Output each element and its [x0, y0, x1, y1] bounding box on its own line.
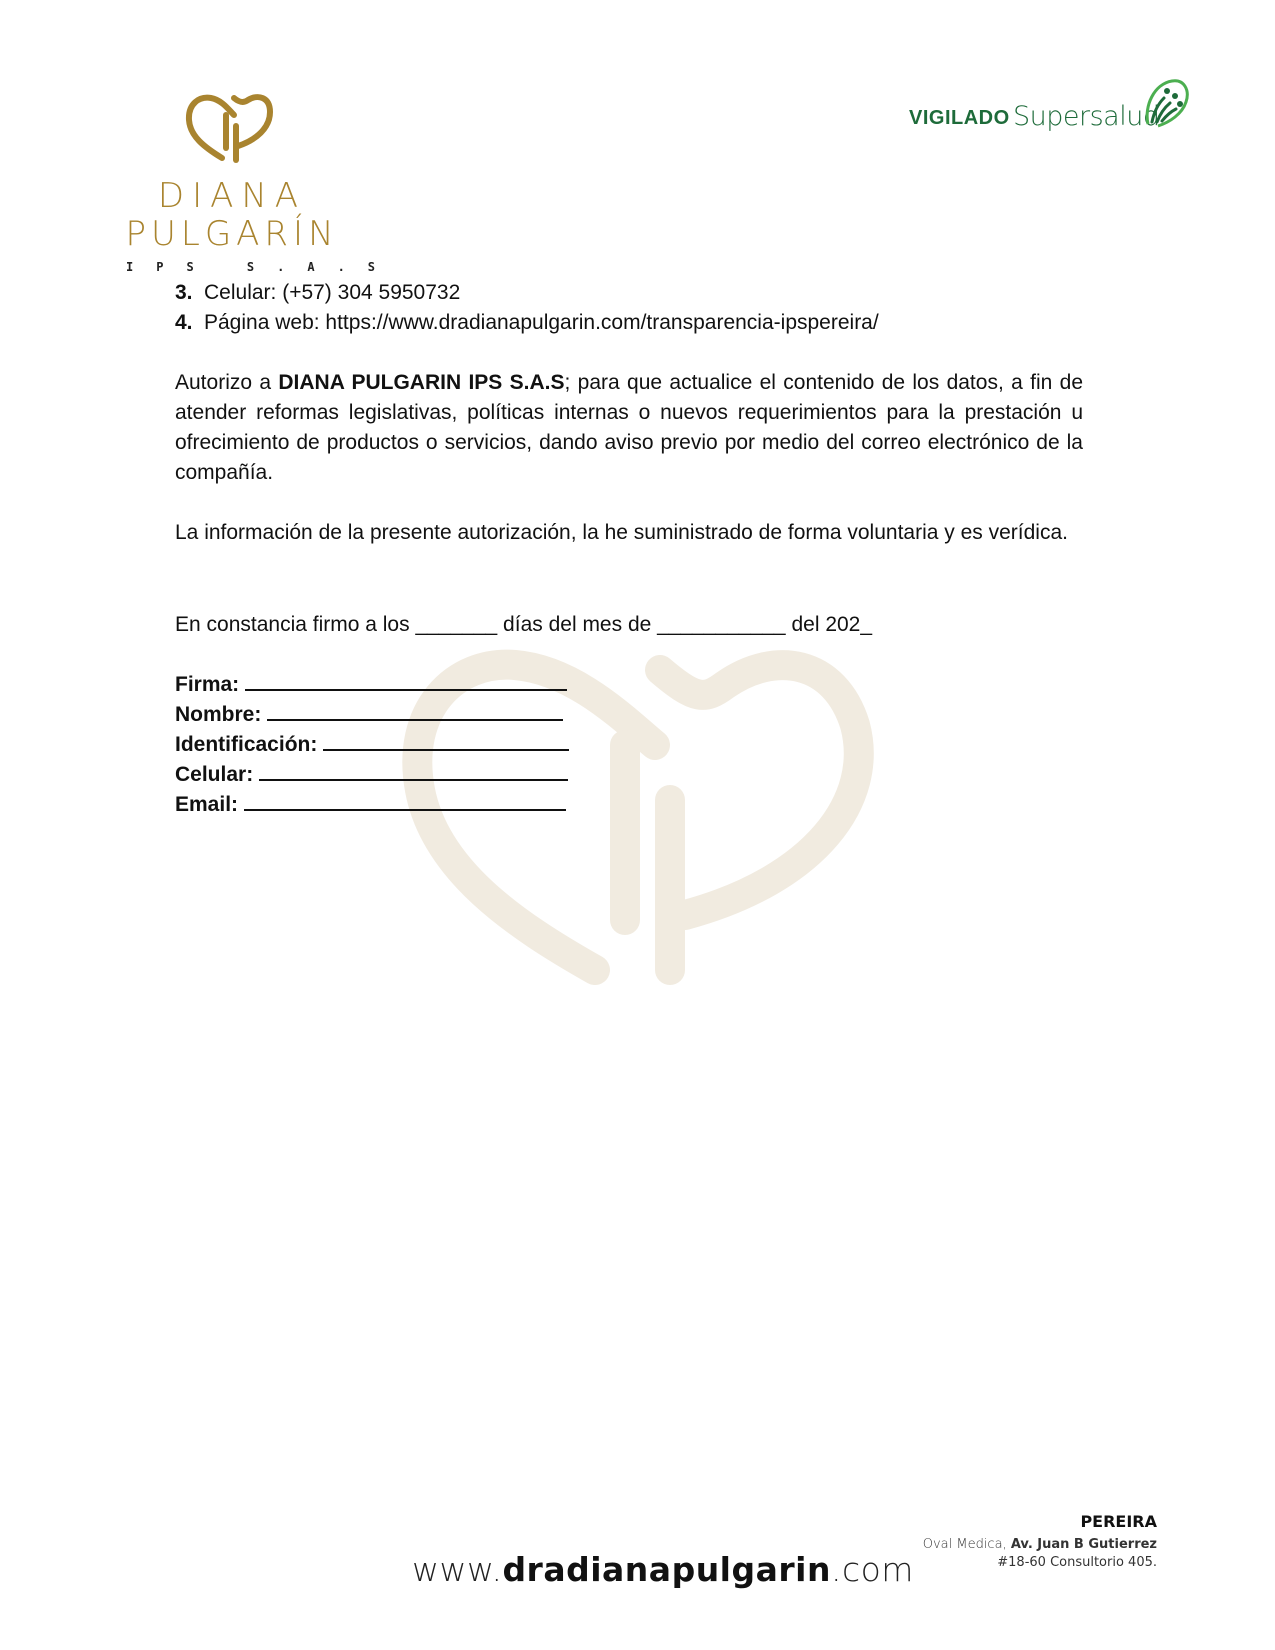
supersalud-label: Supersalud: [1013, 101, 1160, 132]
field-label: Firma:: [175, 673, 240, 696]
address-street: Av. Juan B Gutierrez: [1010, 1537, 1157, 1552]
name-field[interactable]: [267, 701, 563, 721]
phone-field[interactable]: [259, 761, 568, 781]
logo-text-pulgarin: PULGARÍN: [125, 214, 339, 254]
day-blank[interactable]: _______: [415, 613, 498, 636]
form-row-identificacion: [175, 730, 569, 760]
signature-date-line: [175, 610, 872, 640]
constancia-text: del 202_: [785, 613, 873, 636]
form-row-email: [175, 790, 566, 820]
constancia-text: días del mes de: [497, 613, 658, 636]
logo-text-diana: DIANA: [157, 176, 307, 216]
field-label: Identificación:: [175, 733, 318, 756]
url-suffix: .com: [830, 1550, 914, 1589]
footer-address-line1: [923, 1537, 1157, 1552]
form-row-nombre: [175, 700, 563, 730]
list-text: Página web: https://www.dradianapulgarin.com/transparencia-ipspereira/: [204, 311, 879, 334]
vigilado-label: VIGILADO: [909, 107, 1010, 129]
field-label: Nombre:: [175, 703, 262, 726]
supersalud-swoosh-icon: [1140, 76, 1190, 131]
id-field[interactable]: [323, 731, 569, 751]
company-name: DIANA PULGARIN IPS S.A.S: [278, 371, 565, 394]
form-row-firma: [175, 670, 567, 700]
footer-city: PEREIRA: [1080, 1512, 1157, 1531]
field-label: Email:: [175, 793, 239, 816]
paragraph-text: Autorizo a: [175, 371, 279, 394]
url-prefix: www.: [412, 1550, 503, 1589]
logo-text-ips: IPS S.A.S: [126, 260, 399, 274]
footer-address-line2: #18-60 Consultorio 405.: [997, 1555, 1157, 1570]
footer-website-link[interactable]: [412, 1550, 914, 1589]
field-label: Celular:: [175, 763, 254, 786]
vigilado-supersalud-logo: [905, 76, 1195, 136]
form-row-celular: [175, 760, 568, 790]
email-field[interactable]: [244, 791, 566, 811]
list-item: [175, 308, 879, 338]
list-number: 4.: [175, 311, 193, 334]
paragraph-text: ; para que actualice el contenido de los datos, a fin de atender reformas legislativas, políticas internas o nuevos requerimientos para la prestación u ofrecimiento de productos o servicios, dando aviso previo por medio del correo electrónico de la compañía.: [175, 371, 1083, 484]
constancia-text: En constancia firmo a los: [175, 613, 416, 636]
heart-monogram-icon: [184, 92, 274, 164]
signature-field[interactable]: [245, 671, 567, 691]
month-blank[interactable]: ___________: [657, 613, 786, 636]
url-domain: dradianapulgarin: [502, 1550, 831, 1589]
list-text: Celular: (+57) 304 5950732: [204, 281, 461, 304]
company-logo: [122, 92, 399, 274]
list-number: 3.: [175, 281, 193, 304]
address-text: Oval Medica,: [922, 1537, 1011, 1552]
list-item: [175, 278, 460, 308]
authorization-paragraph: [175, 368, 1083, 488]
declaration-paragraph: La información de la presente autorización, la he suministrado de forma voluntaria y es verídica.: [175, 521, 1068, 544]
